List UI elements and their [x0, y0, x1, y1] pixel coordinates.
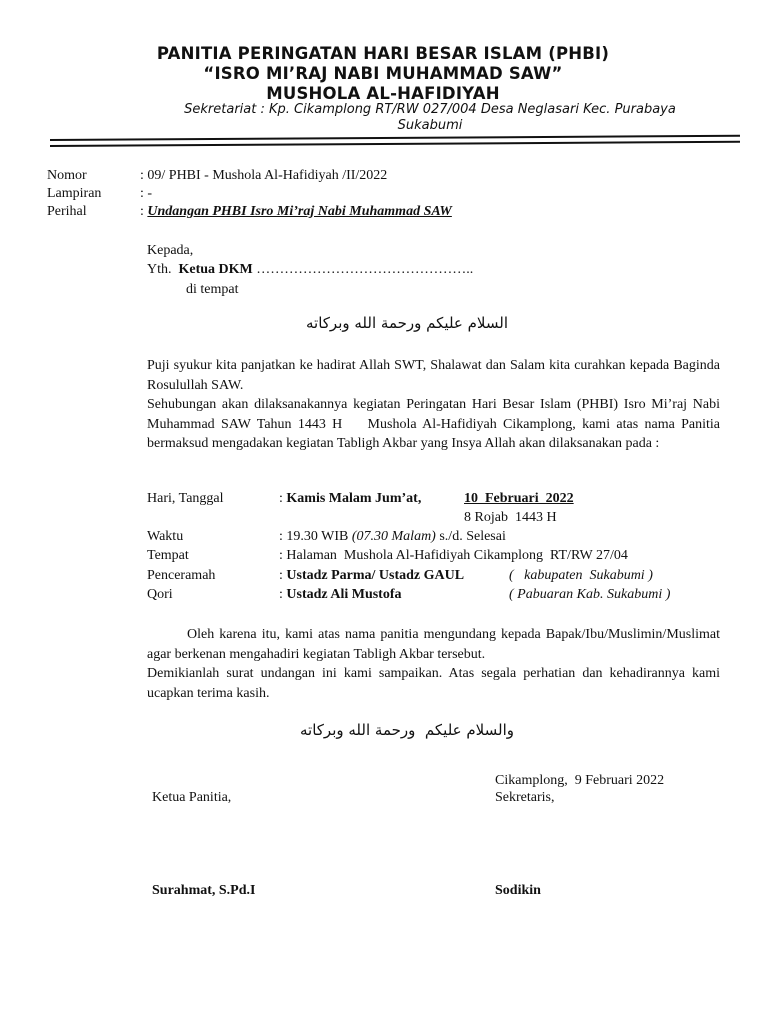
kepada-label: Kepada, — [147, 243, 194, 258]
recipient-place: di tempat — [186, 282, 239, 297]
qori-origin-text: ( Pabuaran Kab. Sukabumi ) — [509, 587, 671, 602]
nomor-value: : 09/ PHBI - Mushola Al-Hafidiyah /II/2022 — [140, 168, 388, 183]
penceramah-value: Ustadz Parma/ Ustadz GAUL — [286, 568, 465, 583]
closing-paragraph-2: Demikianlah surat undangan ini kami sampaikan. Atas segala perhatian dan kehadirannya kami ucapkan terima kasih. — [147, 666, 720, 701]
nomor-label: Nomor — [47, 168, 87, 183]
perihal-colon: : — [140, 204, 148, 219]
place-date: Cikamplong, 9 Februari 2022 — [495, 773, 665, 788]
tanggal-masehi-text: 10 Februari 2022 — [464, 491, 574, 506]
ketua-name-text: Surahmat, S.Pd.I — [152, 883, 256, 898]
yth-label: Yth. — [147, 262, 172, 277]
body-text — [147, 356, 720, 454]
arabic-greeting-open: السلام عليكم ورحمة الله وبركاته — [306, 314, 508, 332]
recipient-name: Ketua DKM — [178, 262, 253, 277]
waktu-end: s./d. Selesai — [435, 529, 506, 544]
recipient-dots: ……………………………………….. — [252, 262, 474, 277]
header-rule-thick — [50, 135, 740, 141]
lampiran-value: : - — [140, 186, 153, 201]
perihal-label: Perihal — [47, 204, 87, 219]
qori-label: Qori — [147, 587, 173, 602]
qori-line — [279, 587, 402, 603]
hari-line — [279, 491, 421, 507]
tempat-label: Tempat — [147, 548, 189, 563]
secretariat-line-2: Sukabumi — [397, 118, 463, 133]
body-paragraph-2: Sehubungan akan dilaksanakannya kegiatan Peringatan Hari Besar Islam (PHBI) Isro Mi’raj Nabi Muhammad SAW Tahun 1443 H Mushola Al-Hafidiyah Cikamplong, kami atas nama Panitia bermaksud mengadakan kegiatan Tabligh Akbar yang Insya Allah akan dilaksanakan pada : — [147, 397, 720, 451]
sekretaris-title: Sekretaris, — [495, 790, 555, 805]
event-title: “ISRO MI’RAJ NABI MUHAMMAD SAW” — [203, 64, 563, 83]
waktu-time-alt: (07.30 Malam) — [351, 529, 436, 544]
hari-value: Kamis Malam Jum’at, — [286, 491, 422, 506]
secretariat-address — [140, 102, 720, 134]
secretariat-line-1: Sekretariat : Kp. Cikamplong RT/RW 027/004 Desa Neglasari Kec. Purabaya — [184, 102, 676, 117]
penceramah-label: Penceramah — [147, 568, 216, 583]
ketua-name — [152, 883, 255, 899]
hari-colon: : — [279, 491, 287, 506]
org-title: PANITIA PERINGATAN HARI BESAR ISLAM (PHBI) — [156, 44, 610, 63]
hari-label: Hari, Tanggal — [147, 491, 224, 506]
header-rule-thin — [50, 141, 740, 147]
penceramah-line — [279, 568, 464, 584]
waktu-value — [279, 529, 506, 545]
arabic-greeting-close: والسلام عليكم ورحمة الله وبركاته — [300, 721, 514, 739]
penceramah-colon: : — [279, 568, 287, 583]
qori-value: Ustadz Ali Mustofa — [286, 587, 402, 602]
body-paragraph-1: Puji syukur kita panjatkan ke hadirat Allah SWT, Shalawat dan Salam kita curahkan kepada Baginda Rosulullah SAW. — [147, 358, 720, 393]
sekretaris-name-text: Sodikin — [495, 883, 541, 898]
closing-paragraph-1: Oleh karena itu, kami atas nama panitia mengundang kepada Bapak/Ibu/Muslimin/Muslimat agar berkenan mengahadiri kegiatan Tabligh Akbar tersebut. — [147, 627, 720, 662]
waktu-label: Waktu — [147, 529, 184, 544]
perihal-line — [140, 204, 452, 220]
tanggal-masehi — [464, 491, 574, 507]
penceramah-origin-text: ( kabupaten Sukabumi ) — [509, 568, 653, 583]
recipient-line — [147, 262, 473, 278]
qori-colon: : — [279, 587, 287, 602]
perihal-value: Undangan PHBI Isro Mi’raj Nabi Muhammad SAW — [147, 204, 452, 219]
lampiran-label: Lampiran — [47, 186, 102, 201]
tempat-value: : Halaman Mushola Al-Hafidiyah Cikamplong RT/RW 27/04 — [279, 548, 628, 563]
penceramah-origin — [509, 568, 653, 584]
sekretaris-name — [495, 883, 541, 899]
qori-origin — [509, 587, 670, 603]
closing-text — [147, 625, 720, 703]
waktu-time: : 19.30 WIB — [279, 529, 352, 544]
ketua-title: Ketua Panitia, — [152, 790, 232, 805]
mushola-title: MUSHOLA AL-HAFIDIYAH — [266, 84, 500, 103]
tanggal-hijriah: 8 Rojab 1443 H — [464, 510, 557, 525]
